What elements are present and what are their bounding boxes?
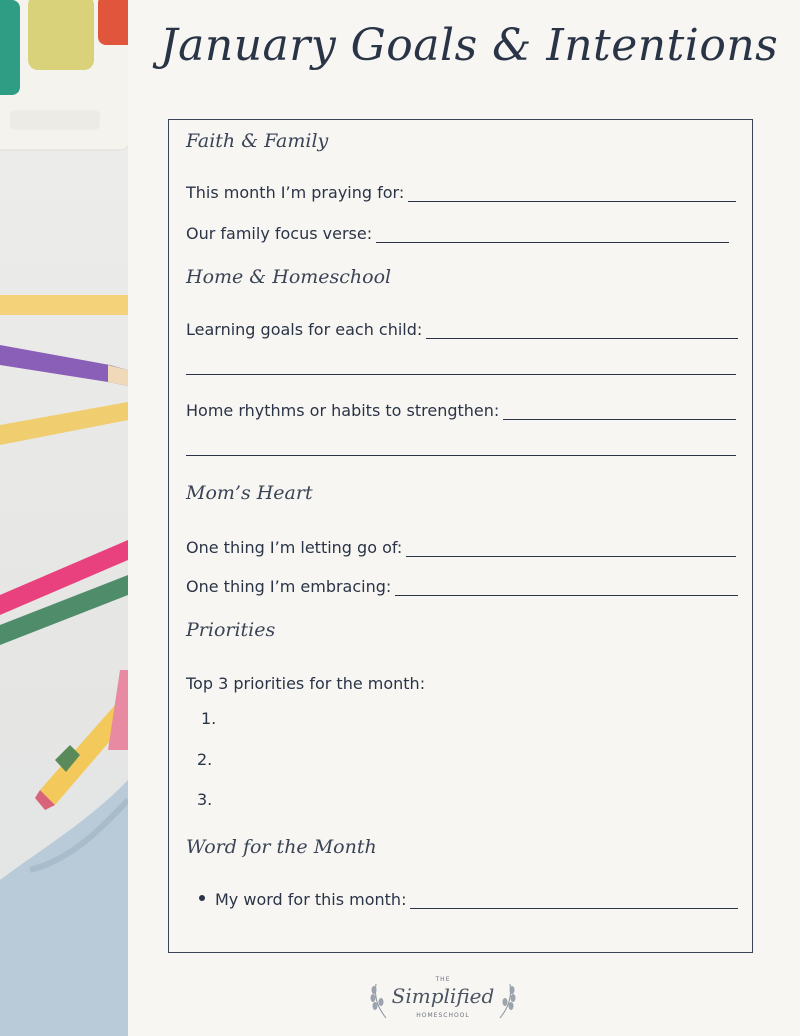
top3-priorities-field bbox=[186, 667, 429, 693]
right-laurel-icon bbox=[496, 980, 518, 1020]
brand-logo bbox=[368, 976, 518, 1026]
letting-go-label: One thing I’m letting go of: bbox=[186, 538, 403, 557]
home-rhythms-line[interactable] bbox=[503, 401, 736, 420]
word-of-month-line[interactable] bbox=[410, 890, 738, 909]
home-rhythms-label: Home rhythms or habits to strengthen: bbox=[186, 401, 500, 420]
logo-name: Simplified bbox=[391, 984, 495, 1008]
embracing-field[interactable] bbox=[186, 570, 738, 596]
priority-item-2[interactable]: 2. bbox=[197, 750, 213, 769]
word-of-month-label: My word for this month: bbox=[215, 890, 407, 909]
logo-subtitle: HOMESCHOOL bbox=[416, 1012, 470, 1019]
learning-goals-extra-line[interactable] bbox=[186, 374, 736, 375]
letting-go-line[interactable] bbox=[406, 538, 736, 557]
praying-for-line[interactable] bbox=[408, 183, 736, 202]
decorative-photo-strip bbox=[0, 0, 128, 1036]
family-verse-line[interactable] bbox=[376, 224, 729, 243]
page-title: January Goals & Intentions bbox=[160, 20, 779, 71]
embracing-label: One thing I’m embracing: bbox=[186, 577, 392, 596]
family-verse-field[interactable] bbox=[186, 217, 729, 243]
worksheet-frame bbox=[168, 119, 753, 953]
bullet-icon bbox=[199, 895, 205, 901]
art-supplies-photo bbox=[0, 0, 128, 1036]
learning-goals-label: Learning goals for each child: bbox=[186, 320, 423, 339]
embracing-line[interactable] bbox=[395, 577, 738, 596]
family-verse-label: Our family focus verse: bbox=[186, 224, 373, 243]
section-heading-heart: Mom’s Heart bbox=[186, 482, 313, 504]
section-heading-word: Word for the Month bbox=[186, 836, 377, 858]
letting-go-field[interactable] bbox=[186, 531, 736, 557]
praying-for-label: This month I’m praying for: bbox=[186, 183, 405, 202]
logo-the: THE bbox=[435, 976, 451, 983]
home-rhythms-extra-line[interactable] bbox=[186, 455, 736, 456]
priority-item-3[interactable]: 3. bbox=[197, 790, 213, 809]
home-rhythms-field[interactable] bbox=[186, 394, 736, 420]
section-heading-priorities: Priorities bbox=[186, 619, 276, 641]
section-heading-home: Home & Homeschool bbox=[186, 266, 392, 288]
praying-for-field[interactable] bbox=[186, 176, 736, 202]
learning-goals-field[interactable] bbox=[186, 313, 738, 339]
section-heading-faith: Faith & Family bbox=[186, 130, 329, 152]
top3-priorities-label: Top 3 priorities for the month: bbox=[186, 674, 426, 693]
worksheet-page bbox=[128, 0, 800, 1036]
learning-goals-line[interactable] bbox=[426, 320, 738, 339]
word-of-month-field[interactable] bbox=[215, 883, 738, 909]
priority-item-1[interactable]: 1. bbox=[201, 709, 217, 728]
